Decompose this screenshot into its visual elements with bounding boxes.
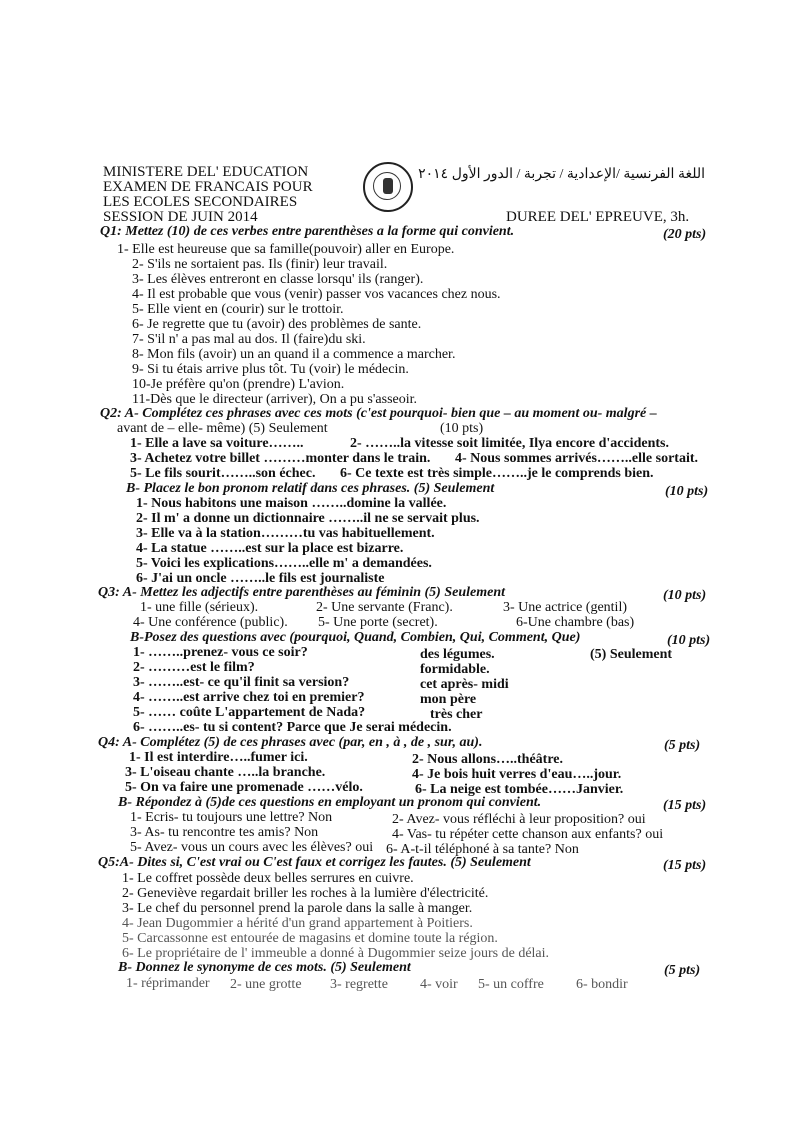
q1-item: 8- Mon fils (avoir) un an quand il a commence a marcher. [132,347,456,362]
q1-item: 11-Dès que le directeur (arriver), On a pu s'asseoir. [132,392,418,407]
ministry-header-line-2: EXAMEN DE FRANCAIS POUR [103,179,313,195]
q4b-item: 5- Avez- vous un cours avec les élèves? oui [130,840,374,855]
q1-item: 9- Si tu étais arrive plus tôt. Tu (voir) le médecin. [132,362,409,377]
q5b-word: 4- voir [420,977,458,992]
q4a-item: 3- L'oiseau chante …..la branche. [125,765,326,780]
q5a-item: 1- Le coffret possède deux belles serrures en cuivre. [122,871,414,886]
q1-item: 2- S'ils ne sortaient pas. Ils (finir) leur travail. [132,257,388,272]
q3a-item: 2- Une servante (Franc). [316,600,453,615]
q4b-item: 1- Ecris- tu toujours une lettre? Non [130,810,333,825]
q5a-item: 6- Le propriétaire de l' immeuble a donné à Dugommier seize jours de délai. [122,946,550,961]
ministry-header-line-4: SESSION DE JUIN 2014 [103,209,258,225]
ministry-header-line-3: LES ECOLES SECONDAIRES [103,194,298,210]
q3b-answer: des légumes. [420,647,495,662]
q2b-title: B- Placez le bon pronom relatif dans ces phrases. (5) Seulement [126,481,495,496]
q2a-item: 6- Ce texte est très simple……..je le comprends bien. [340,466,654,481]
q3b-answer: très cher [430,707,483,722]
q4b-title: B- Répondez à (5)de ces questions en employant un pronom qui convient. [118,795,542,810]
q3b-question: 5- …… coûte L'appartement de Nada? [133,705,366,720]
q1-item: 3- Les élèves entreront en classe lorsqu' ils (ranger). [132,272,424,287]
q3b-answer: formidable. [420,662,490,677]
q3b-points: (10 pts) [667,633,711,648]
q3b-title: B-Posez des questions avec (pourquoi, Quand, Combien, Qui, Comment, Que) [130,630,581,645]
q2b-points: (10 pts) [665,484,709,499]
q2b-item: 5- Voici les explications……..elle m' a demandées. [136,556,432,571]
q4b-item: 3- As- tu rencontre tes amis? Non [130,825,319,840]
q3b-answer: mon père [420,692,477,707]
q5a-title: Q5:A- Dites si, C'est vrai ou C'est faux et corrigez les fautes. (5) Seulement [98,855,531,870]
q3b-question: 1- ……..prenez- vous ce soir? [133,645,308,660]
q1-item: 10-Je préfère qu'on (prendre) L'avion. [132,377,345,392]
q4a-item: 5- On va faire une promenade ……vélo. [125,780,363,795]
q3a-item: 5- Une porte (secret). [318,615,438,630]
q1-item: 5- Elle vient en (courir) sur le trottoir. [132,302,344,317]
ministry-header-line-1: MINISTERE DEL' EDUCATION [103,164,309,180]
exam-duration: DUREE DEL' EPREUVE, 3h. [506,209,690,225]
q3a-item: 1- une fille (sérieux). [140,600,259,615]
q5b-title: B- Donnez le synonyme de ces mots. (5) Seulement [118,960,411,975]
q3b-question: 4- ……..est arrive chez toi en premier? [133,690,365,705]
q5b-word: 1- réprimander [126,976,210,991]
q5a-item: 2- Geneviève regardait briller les roches à la lumière d'électricité. [122,886,489,901]
q5b-word: 3- regrette [330,977,388,992]
q3b-question: 6- ……..es- tu si content? Parce que Je serai médecin. [133,720,452,735]
q2a-title-continued: avant de – elle- même) (5) Seulement [117,421,328,436]
q2b-item: 4- La statue ……..est sur la place est bizarre. [136,541,404,556]
q5a-item: 5- Carcassonne est entourée de magasins et domine toute la région. [122,931,498,946]
q2a-item: 3- Achetez votre billet ………monter dans le train. [130,451,431,466]
q1-title: Q1: Mettez (10) de ces verbes entre parenthèses a la forme qui convient. [100,224,515,239]
q2a-item: 2- ……..la vitesse soit limitée, Ilya encore d'accidents. [350,436,669,451]
q2a-title: Q2: A- Complétez ces phrases avec ces mots (c'est pourquoi- bien que – au moment ou- malgré – [100,406,657,421]
q5b-points: (5 pts) [664,963,701,978]
q5b-word: 5- un coffre [478,977,544,992]
q5b-word: 6- bondir [576,977,628,992]
q1-item: 1- Elle est heureuse que sa famille(pouvoir) aller en Europe. [117,242,455,257]
q4a-title: Q4: A- Complétez (5) de ces phrases avec (par, en , à , de , sur, au). [98,735,483,750]
q4b-item: 4- Vas- tu répéter cette chanson aux enfants? oui [392,827,664,842]
q2a-item: 5- Le fils sourit……..son échec. [130,466,316,481]
q3a-item: 4- Une conférence (public). [133,615,288,630]
q2a-item: 4- Nous sommes arrivés……..elle sortait. [455,451,699,466]
q2a-item: 1- Elle a lave sa voiture…….. [130,436,304,451]
q4a-item: 4- Je bois huit verres d'eau…..jour. [412,767,622,782]
q3b-question: 3- ……..est- ce qu'il finit sa version? [133,675,350,690]
q5a-points: (15 pts) [663,858,707,873]
q1-item: 6- Je regrette que tu (avoir) des problèmes de sante. [132,317,422,332]
q3b-answer: cet après- midi [420,677,509,692]
q5b-word: 2- une grotte [230,977,302,992]
q4a-item: 1- Il est interdire…..fumer ici. [129,750,308,765]
q2b-item: 2- Il m' a donne un dictionnaire ……..il ne se servait plus. [136,511,480,526]
arabic-header: اللغة الفرنسية /الإعدادية / تجربة / الدور الأول ٢٠١٤ [418,167,705,182]
q3a-points: (10 pts) [663,588,707,603]
q3b-question: 2- ………est le film? [133,660,255,675]
q1-item: 7- S'il n' a pas mal au dos. Il (faire)du ski. [132,332,366,347]
q4a-item: 6- La neige est tombée……Janvier. [415,782,624,797]
q4b-points: (15 pts) [663,798,707,813]
q4a-item: 2- Nous allons…..théâtre. [412,752,564,767]
ministry-seal-logo [363,162,413,212]
q4b-item: 6- A-t-il téléphoné à sa tante? Non [386,842,579,857]
q2b-item: 1- Nous habitons une maison ……..domine la vallée. [136,496,447,511]
q2a-points: (10 pts) [440,421,484,436]
q5a-item: 3- Le chef du personnel prend la parole dans la salle à manger. [122,901,473,916]
q3a-item: 6-Une chambre (bas) [516,615,635,630]
q3b-seulement: (5) Seulement [590,647,673,662]
q5a-item: 4- Jean Dugommier a hérité d'un grand appartement à Poitiers. [122,916,473,931]
q4a-points: (5 pts) [664,738,701,753]
q4b-item: 2- Avez- vous réfléchi à leur proposition? oui [392,812,646,827]
q2b-item: 3- Elle va à la station………tu vas habituellement. [136,526,435,541]
q3a-title: Q3: A- Mettez les adjectifs entre parenthèses au féminin (5) Seulement [98,585,506,600]
q1-points: (20 pts) [663,227,707,242]
q2b-item: 6- J'ai un oncle ……..le fils est journaliste [136,571,385,586]
q1-item: 4- Il est probable que vous (venir) passer vos vacances chez nous. [132,287,501,302]
q3a-item: 3- Une actrice (gentil) [503,600,627,615]
